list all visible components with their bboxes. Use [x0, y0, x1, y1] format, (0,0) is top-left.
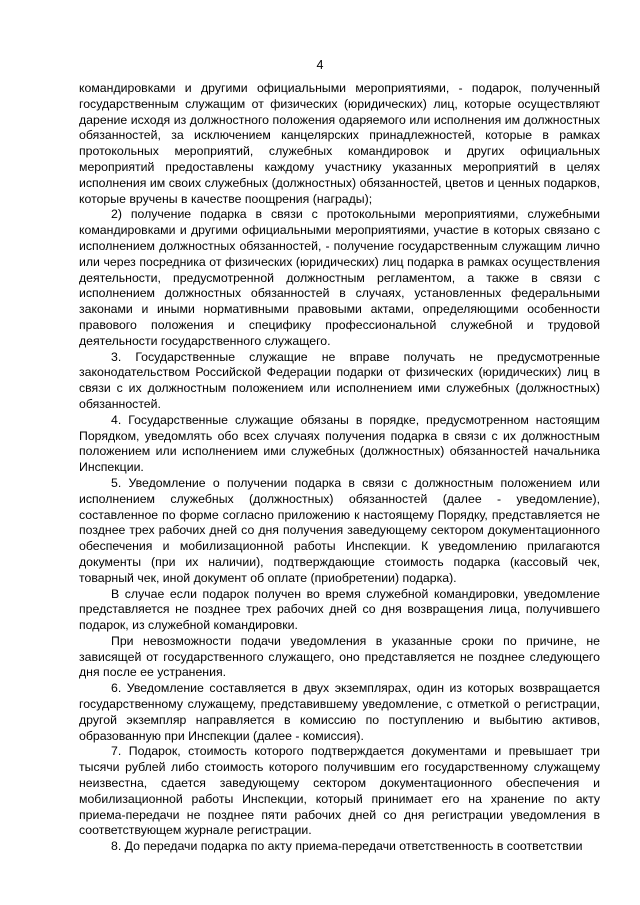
paragraph-item-3: 3. Государственные служащие не вправе получать не предусмотренные законодательством Российской Федерации подарки от физических (юридических) лиц в связи с их должностным положением или исполнением ими служебных (должностных) обязанностей.	[79, 349, 600, 411]
paragraph-item-2: 2) получение подарка в связи с протокольными мероприятиями, служебными командировками и другими официальными мероприятиями, участие в которых связано с исполнением должностных обязанностей, - получение государственным служащим лично или через посредника от физических (юридических) лиц подарка в рамках осуществления деятельности, предусмотренной должностным регламентом, а также в связи с исполнением должностных обязанностей в случаях, установленных федеральными законами и иными нормативными правовыми актами, определяющими особенности правового положения и специфику профессиональной служебной и трудовой деятельности государственного служащего.	[79, 207, 600, 348]
paragraph-item-8: 8. До передачи подарка по акту приема-передачи ответственность в соответствии	[111, 839, 583, 854]
paragraph-item-7: 7. Подарок, стоимость которого подтверждается документами и превышает три тысячи рублей либо стоимость которого получившим его государственному служащему неизвестна, сдается заведующему сектором документационного обеспечения и мобилизационной работы Инспекции, который принимает его на хранение по акту приема-передачи не позднее пяти рабочих дней со дня регистрации уведомления в соответствующем журнале регистрации.	[79, 744, 600, 838]
page-number: 4	[316, 58, 324, 72]
paragraph-item-4: 4. Государственные служащие обязаны в порядке, предусмотренном настоящим Порядком, уведомлять обо всех случаях получения подарка в связи с их должностным положением или исполнением ими служебных (должностных) обязанностей начальника Инспекции.	[79, 412, 600, 475]
document-body	[79, 81, 600, 855]
paragraph-continuation: командировками и другими официальными мероприятиями, - подарок, полученный государственным служащим от физических (юридических) лиц, которые осуществляют дарение исходя из должностного положения одаряемого или исполнения им должностных обязанностей, за исключением канцелярских принадлежностей, которые в рамках протокольных мероприятий, служебных командировок и других официальных мероприятий предоставлены каждому участнику указанных мероприятий в целях исполнения им своих служебных (должностных) обязанностей, цветов и ценных подарков, которые вручены в качестве поощрения (награды);	[79, 81, 600, 206]
paragraph-business-trip: В случае если подарок получен во время служебной командировки, уведомление представляется не позднее трех рабочих дней со дня возвращения лица, получившего подарок, из служебной командировки.	[79, 586, 600, 633]
paragraph-item-6: 6. Уведомление составляется в двух экземплярах, один из которых возвращается государственному служащему, представившему уведомление, с отметкой о регистрации, другой экземпляр направляется в комиссию по поступлению и выбытию активов, образованную при Инспекции (далее - комиссия).	[79, 681, 600, 743]
paragraph-impossibility: При невозможности подачи уведомления в указанные сроки по причине, не зависящей от государственного служащего, оно представляется не позднее следующего дня после ее устранения.	[79, 633, 600, 680]
paragraph-item-5: 5. Уведомление о получении подарка в связи с должностным положением или исполнением служебных (должностных) обязанностей (далее - уведомление), составленное по форме согласно приложению к настоящему Порядку, представляется не позднее трех рабочих дней со дня получения заведующему сектором документационного обеспечения и мобилизационной работы Инспекции. К уведомлению прилагаются документы (при их наличии), подтверждающие стоимость подарка (кассовый чек, товарный чек, иной документ об оплате (приобретении) подарка).	[79, 475, 600, 585]
